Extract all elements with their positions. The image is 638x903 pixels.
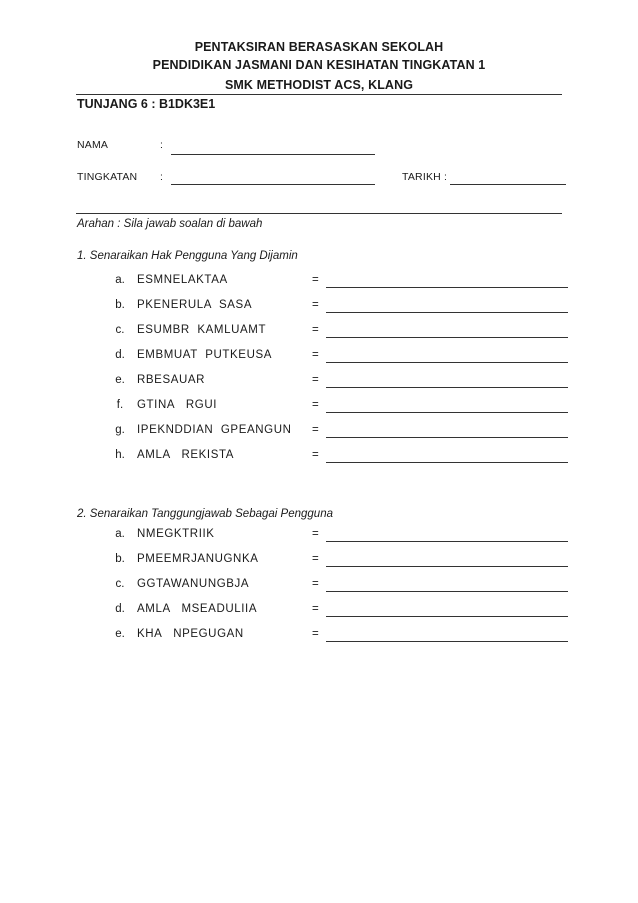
answer-line[interactable]: [326, 541, 568, 542]
answer-line[interactable]: [326, 437, 568, 438]
header-divider: [76, 94, 562, 95]
answer-line[interactable]: [326, 387, 568, 388]
nama-colon: :: [160, 139, 163, 151]
equals-sign: =: [312, 424, 319, 436]
section-divider: [76, 213, 562, 214]
item-letter: e.: [115, 628, 125, 640]
scrambled-word: KHA NPEGUGAN: [137, 628, 244, 640]
scrambled-word: NMEGKTRIIK: [137, 528, 215, 540]
header-line-3: SMK METHODIST ACS, KLANG: [224, 78, 414, 92]
tunjang-code: TUNJANG 6 : B1DK3E1: [77, 97, 216, 111]
scrambled-word: ESUMBR KAMLUAMT: [137, 324, 267, 336]
scrambled-word: GTINA RGUI: [137, 399, 218, 411]
equals-sign: =: [312, 324, 319, 336]
q1-item-b: [110, 299, 570, 317]
q1-item-h: [110, 449, 570, 467]
q1-item-e: [110, 374, 570, 392]
answer-line[interactable]: [326, 287, 568, 288]
q2-item-e: [110, 628, 570, 646]
tingkatan-field[interactable]: [171, 184, 375, 185]
instruction-text: Arahan : Sila jawab soalan di bawah: [77, 218, 263, 230]
equals-sign: =: [312, 628, 319, 640]
scrambled-word: RBESAUAR: [137, 374, 206, 386]
scrambled-word: ESMNELAKTAA: [137, 274, 228, 286]
equals-sign: =: [312, 399, 319, 411]
scrambled-word: GGTAWANUNGBJA: [137, 578, 250, 590]
tingkatan-label: TINGKATAN: [77, 171, 138, 183]
item-letter: a.: [115, 528, 125, 540]
item-letter: f.: [116, 399, 124, 411]
question-2-title: 2. Senaraikan Tanggungjawab Sebagai Pengguna: [77, 508, 333, 520]
item-letter: b.: [115, 299, 125, 311]
item-letter: b.: [115, 553, 125, 565]
q2-item-b: [110, 553, 570, 571]
item-letter: c.: [115, 578, 125, 590]
equals-sign: =: [312, 374, 319, 386]
item-letter: d.: [115, 603, 125, 615]
answer-line[interactable]: [326, 641, 568, 642]
answer-line[interactable]: [326, 412, 568, 413]
q1-item-d: [110, 349, 570, 367]
tingkatan-colon: :: [160, 171, 163, 183]
item-letter: a.: [115, 274, 125, 286]
item-letter: g.: [115, 424, 125, 436]
item-letter: e.: [115, 374, 125, 386]
answer-line[interactable]: [326, 591, 568, 592]
equals-sign: =: [312, 349, 319, 361]
equals-sign: =: [312, 578, 319, 590]
answer-line[interactable]: [326, 566, 568, 567]
scrambled-word: IPEKNDDIAN GPEANGUN: [137, 424, 292, 436]
nama-field[interactable]: [171, 154, 375, 155]
equals-sign: =: [312, 299, 319, 311]
equals-sign: =: [312, 274, 319, 286]
q1-item-f: [110, 399, 570, 417]
q1-item-g: [110, 424, 570, 442]
q2-item-c: [110, 578, 570, 596]
header-line-1: PENTAKSIRAN BERASASKAN SEKOLAH: [194, 40, 444, 54]
item-letter: d.: [115, 349, 125, 361]
scrambled-word: AMLA MSEADULIIA: [137, 603, 258, 615]
equals-sign: =: [312, 603, 319, 615]
q2-item-a: [110, 528, 570, 546]
item-letter: h.: [115, 449, 125, 461]
scrambled-word: AMLA REKISTA: [137, 449, 235, 461]
answer-line[interactable]: [326, 337, 568, 338]
q2-item-d: [110, 603, 570, 621]
q1-item-c: [110, 324, 570, 342]
equals-sign: =: [312, 528, 319, 540]
equals-sign: =: [312, 449, 319, 461]
answer-line[interactable]: [326, 362, 568, 363]
answer-line[interactable]: [326, 462, 568, 463]
answer-line[interactable]: [326, 312, 568, 313]
item-letter: c.: [115, 324, 125, 336]
nama-label: NAMA: [77, 139, 109, 151]
scrambled-word: PKENERULA SASA: [137, 299, 253, 311]
tarikh-field[interactable]: [450, 184, 566, 185]
header-line-2: PENDIDIKAN JASMANI DAN KESIHATAN TINGKATAN 1: [152, 58, 486, 72]
answer-line[interactable]: [326, 616, 568, 617]
equals-sign: =: [312, 553, 319, 565]
tarikh-label: TARIKH :: [402, 171, 448, 183]
scrambled-word: PMEEMRJANUGNKA: [137, 553, 259, 565]
scrambled-word: EMBMUAT PUTKEUSA: [137, 349, 273, 361]
question-1-title: 1. Senaraikan Hak Pengguna Yang Dijamin: [77, 250, 298, 262]
q1-item-a: [110, 274, 570, 292]
